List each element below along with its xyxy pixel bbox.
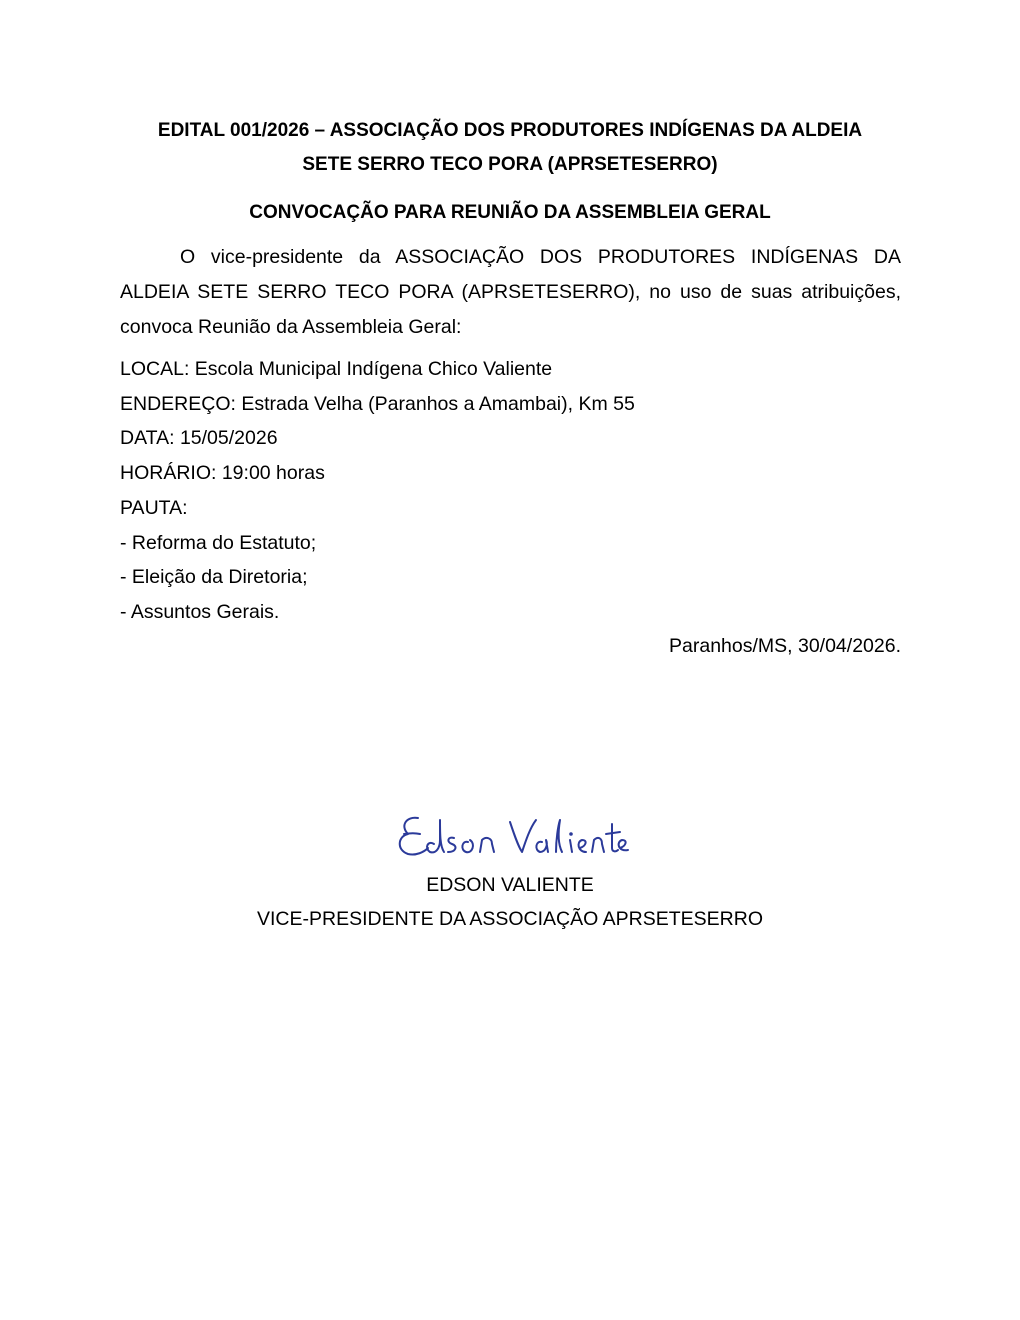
handwritten-signature (390, 804, 630, 864)
detail-date: DATA: 15/05/2026 (120, 427, 278, 450)
detail-local: LOCAL: Escola Municipal Indígena Chico Valiente (120, 358, 553, 380)
signer-name: EDSON VALIENTE (426, 874, 594, 896)
detail-time: HORÁRIO: 19:00 horas (120, 462, 325, 485)
place-and-date: Paranhos/MS, 30/04/2026. (669, 635, 901, 657)
title-line-2: SETE SERRO TECO PORA (APRSETESERRO) (302, 154, 718, 175)
agenda-item: - Assuntos Gerais. (120, 600, 280, 623)
agenda-item: - Eleição da Diretoria; (120, 566, 308, 589)
detail-address: ENDEREÇO: Estrada Velha (Paranhos a Amambai), Km 55 (120, 392, 635, 415)
signature-strokes (400, 818, 628, 855)
signer-role: VICE-PRESIDENTE DA ASSOCIAÇÃO APRSETESERRO (256, 908, 764, 930)
agenda-item: - Reforma do Estatuto; (120, 531, 317, 554)
document-title (110, 114, 910, 182)
title-line-1: EDITAL 001/2026 – ASSOCIAÇÃO DOS PRODUTORES INDÍGENAS DA ALDEIA (157, 120, 863, 141)
meeting-details (120, 352, 901, 630)
agenda-label: PAUTA: (120, 496, 188, 519)
intro-paragraph: O vice-presidente da ASSOCIAÇÃO DOS PRODUTORES INDÍGENAS DA ALDEIA SETE SERRO TECO PORA (APRSETESERRO), no uso de suas atribuições, convoca Reunião da Assembleia Geral: (120, 246, 901, 338)
document-subtitle: CONVOCAÇÃO PARA REUNIÃO DA ASSEMBLEIA GERAL (249, 202, 771, 223)
